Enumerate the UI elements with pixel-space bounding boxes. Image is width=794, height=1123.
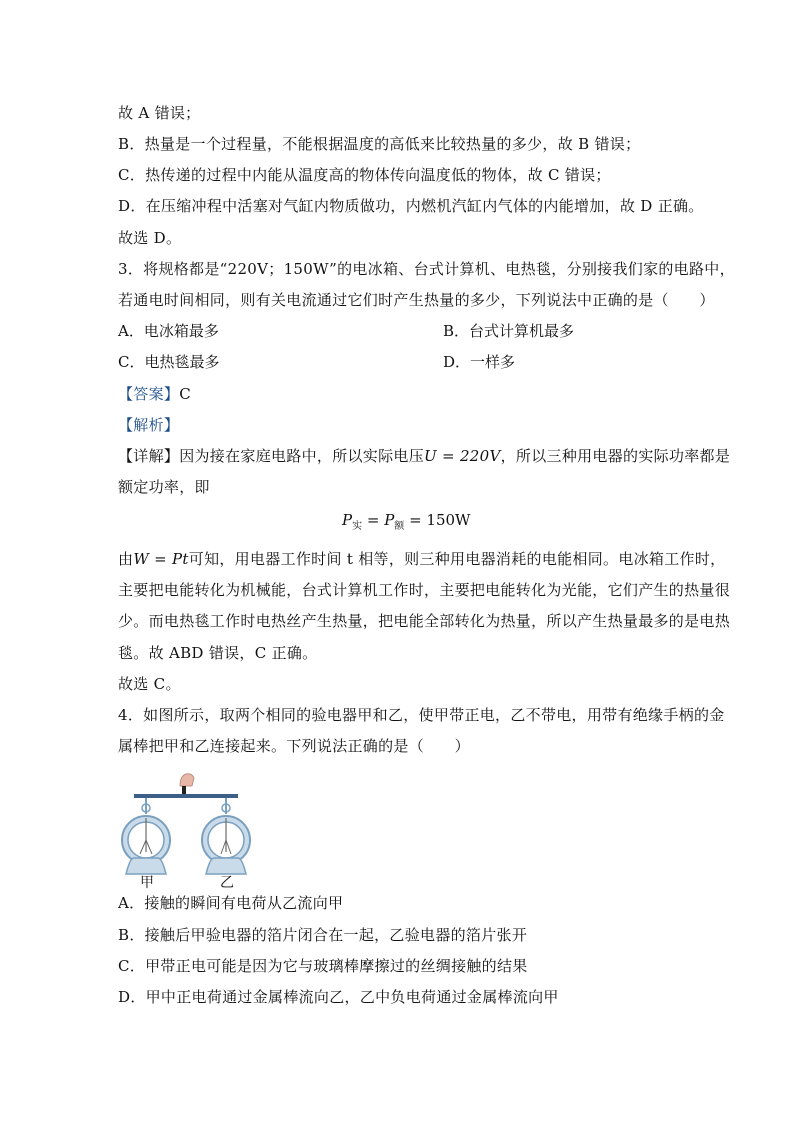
question-3-line-1: 3．将规格都是“220V；150W”的电冰箱、台式计算机、电热毯，分别接我们家的电路中，	[118, 260, 735, 278]
text-line: D．在压缩冲程中活塞对气缸内物质做功，内燃机汽缸内气体的内能增加，故 D 正确。	[118, 197, 704, 215]
detail-line-2: 额定功率，即	[118, 478, 210, 496]
text-line: B．热量是一个过程量，不能根据温度的高低来比较热量的多少，故 B 错误；	[118, 135, 641, 153]
option-d: D．一样多	[443, 353, 516, 371]
detail-text: 由	[118, 550, 134, 568]
electroscope-diagram	[118, 770, 258, 890]
answer-value: C	[179, 385, 191, 403]
formula-u: U = 220V	[424, 447, 501, 465]
label-jia: 甲	[140, 875, 154, 891]
electroscope-jia	[122, 798, 170, 874]
formula-eq: =	[362, 511, 385, 529]
metal-rod	[134, 794, 238, 798]
option-c: C．电热毯最多	[118, 353, 220, 371]
question-4-line-1: 4．如图所示，取两个相同的验电器甲和乙，使甲带正电，乙不带电，用带有绝缘手柄的金	[118, 706, 725, 724]
formula-p: P	[384, 511, 395, 529]
question-4-option-a: A．接触的瞬间有电荷从乙流向甲	[118, 894, 344, 912]
formula-value: = 150W	[404, 511, 471, 529]
analysis-label: 【解析】	[118, 416, 180, 434]
detail-text: 因为接在家庭电路中，所以实际电压	[179, 447, 425, 465]
choose-line: 故选 C。	[118, 675, 181, 693]
label-yi: 乙	[220, 875, 234, 891]
detail-text: ，所以三种用电器的实际功率都是	[500, 447, 731, 465]
detail-line-3	[118, 549, 725, 569]
question-4-option-b: B．接触后甲验电器的箔片闭合在一起，乙验电器的箔片张开	[118, 926, 528, 944]
text-line: C．热传递的过程中内能从温度高的物体传向温度低的物体，故 C 错误；	[118, 166, 611, 184]
answer-tag: 【答案】	[118, 385, 180, 403]
detail-line-6: 毯。故 ABD 错误，C 正确。	[118, 644, 318, 662]
power-formula	[342, 511, 470, 532]
answer-line	[118, 384, 191, 404]
hand-icon	[180, 774, 194, 786]
question-4-option-d: D．甲中正电荷通过金属棒流向乙，乙中负电荷通过金属棒流向甲	[118, 988, 559, 1006]
question-4-option-c: C．甲带正电可能是因为它与玻璃棒摩擦过的丝绸接触的结果	[118, 957, 528, 975]
electroscope-figure	[118, 770, 258, 890]
detail-line-5: 少。而电热毯工作时电热丝产生热量，把电能全部转化为热量，所以产生热量最多的是电热	[118, 612, 731, 630]
option-a: A．电冰箱最多	[118, 322, 219, 340]
formula-w: W = Pt	[133, 550, 189, 568]
formula-p: P	[342, 511, 353, 529]
option-b: B．台式计算机最多	[443, 322, 575, 340]
formula-sub-rated: 额	[394, 521, 405, 532]
detail-tag: 【详解】	[118, 447, 180, 465]
question-4-line-2: 属棒把甲和乙连接起来。下列说法正确的是（ ）	[118, 737, 470, 755]
detail-line-1	[118, 446, 730, 466]
electroscope-yi	[202, 798, 250, 874]
text-line: 故 A 错误；	[118, 104, 201, 122]
detail-text: 可知，用电器工作时间 t 相等，则三种用电器消耗的电能相同。电冰箱工作时，	[188, 550, 726, 568]
detail-line-4: 主要把电能转化为机械能，台式计算机工作时，主要把电能转化为光能，它们产生的热量很	[118, 581, 731, 599]
analysis-tag	[118, 415, 179, 435]
text-line: 故选 D。	[118, 229, 182, 247]
question-3-line-2: 若通电时间相同，则有关电流通过它们时产生热量的多少，下列说法中正确的是（ ）	[118, 291, 715, 309]
formula-sub-actual: 实	[352, 521, 363, 532]
